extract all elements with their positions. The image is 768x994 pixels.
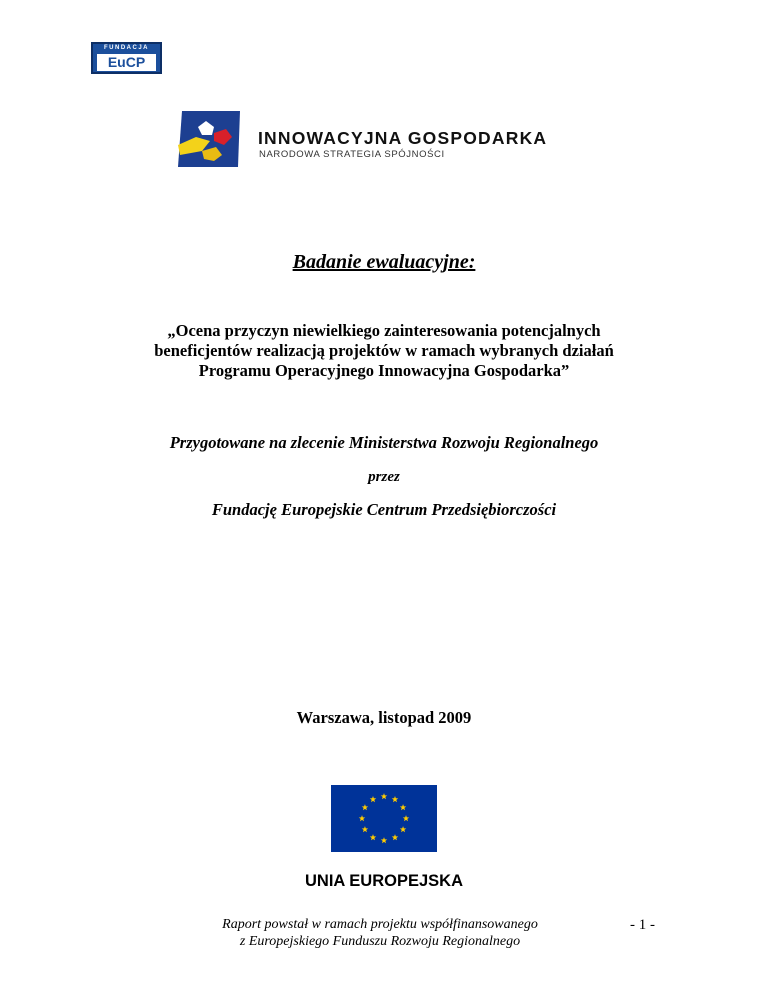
innowacyjna-gospodarka-title: INNOWACYJNA GOSPODARKA (258, 128, 548, 148)
eucp-logo-top-text: FUNDACJA (104, 45, 149, 51)
document-title-line: Programu Operacyjnego Innowacyjna Gospodarka” (198, 361, 570, 380)
author-organization: Fundację Europejskie Centrum Przedsiębiorczości (211, 500, 557, 519)
innowacyjna-gospodarka-emblem (176, 107, 242, 169)
document-heading: Badanie ewaluacyjne: (292, 251, 476, 273)
document-title (0, 321, 768, 381)
eucp-logo (91, 42, 162, 74)
innowacyjna-gospodarka-subtitle: NARODOWA STRATEGIA SPÓJNOŚCI (259, 149, 445, 160)
eu-label: UNIA EUROPEJSKA (305, 872, 463, 890)
document-title-line: „Ocena przyczyn niewielkiego zainteresowania potencjalnych (167, 321, 601, 340)
footer-note (160, 916, 600, 950)
eu-flag-icon (331, 785, 437, 852)
eucp-logo-main-text: EuCP (97, 54, 156, 71)
page-number: - 1 - (630, 917, 655, 933)
place-and-date: Warszawa, listopad 2009 (296, 708, 472, 727)
by-word: przez (368, 469, 400, 485)
commissioned-by: Przygotowane na zlecenie Ministerstwa Rozwoju Regionalnego (169, 433, 599, 452)
footer-line: Raport powstał w ramach projektu współfinansowanego (222, 917, 538, 932)
document-title-line: beneficjentów realizacją projektów w ramach wybranych działań (154, 341, 614, 360)
footer-line: z Europejskiego Funduszu Rozwoju Regionalnego (239, 934, 521, 949)
